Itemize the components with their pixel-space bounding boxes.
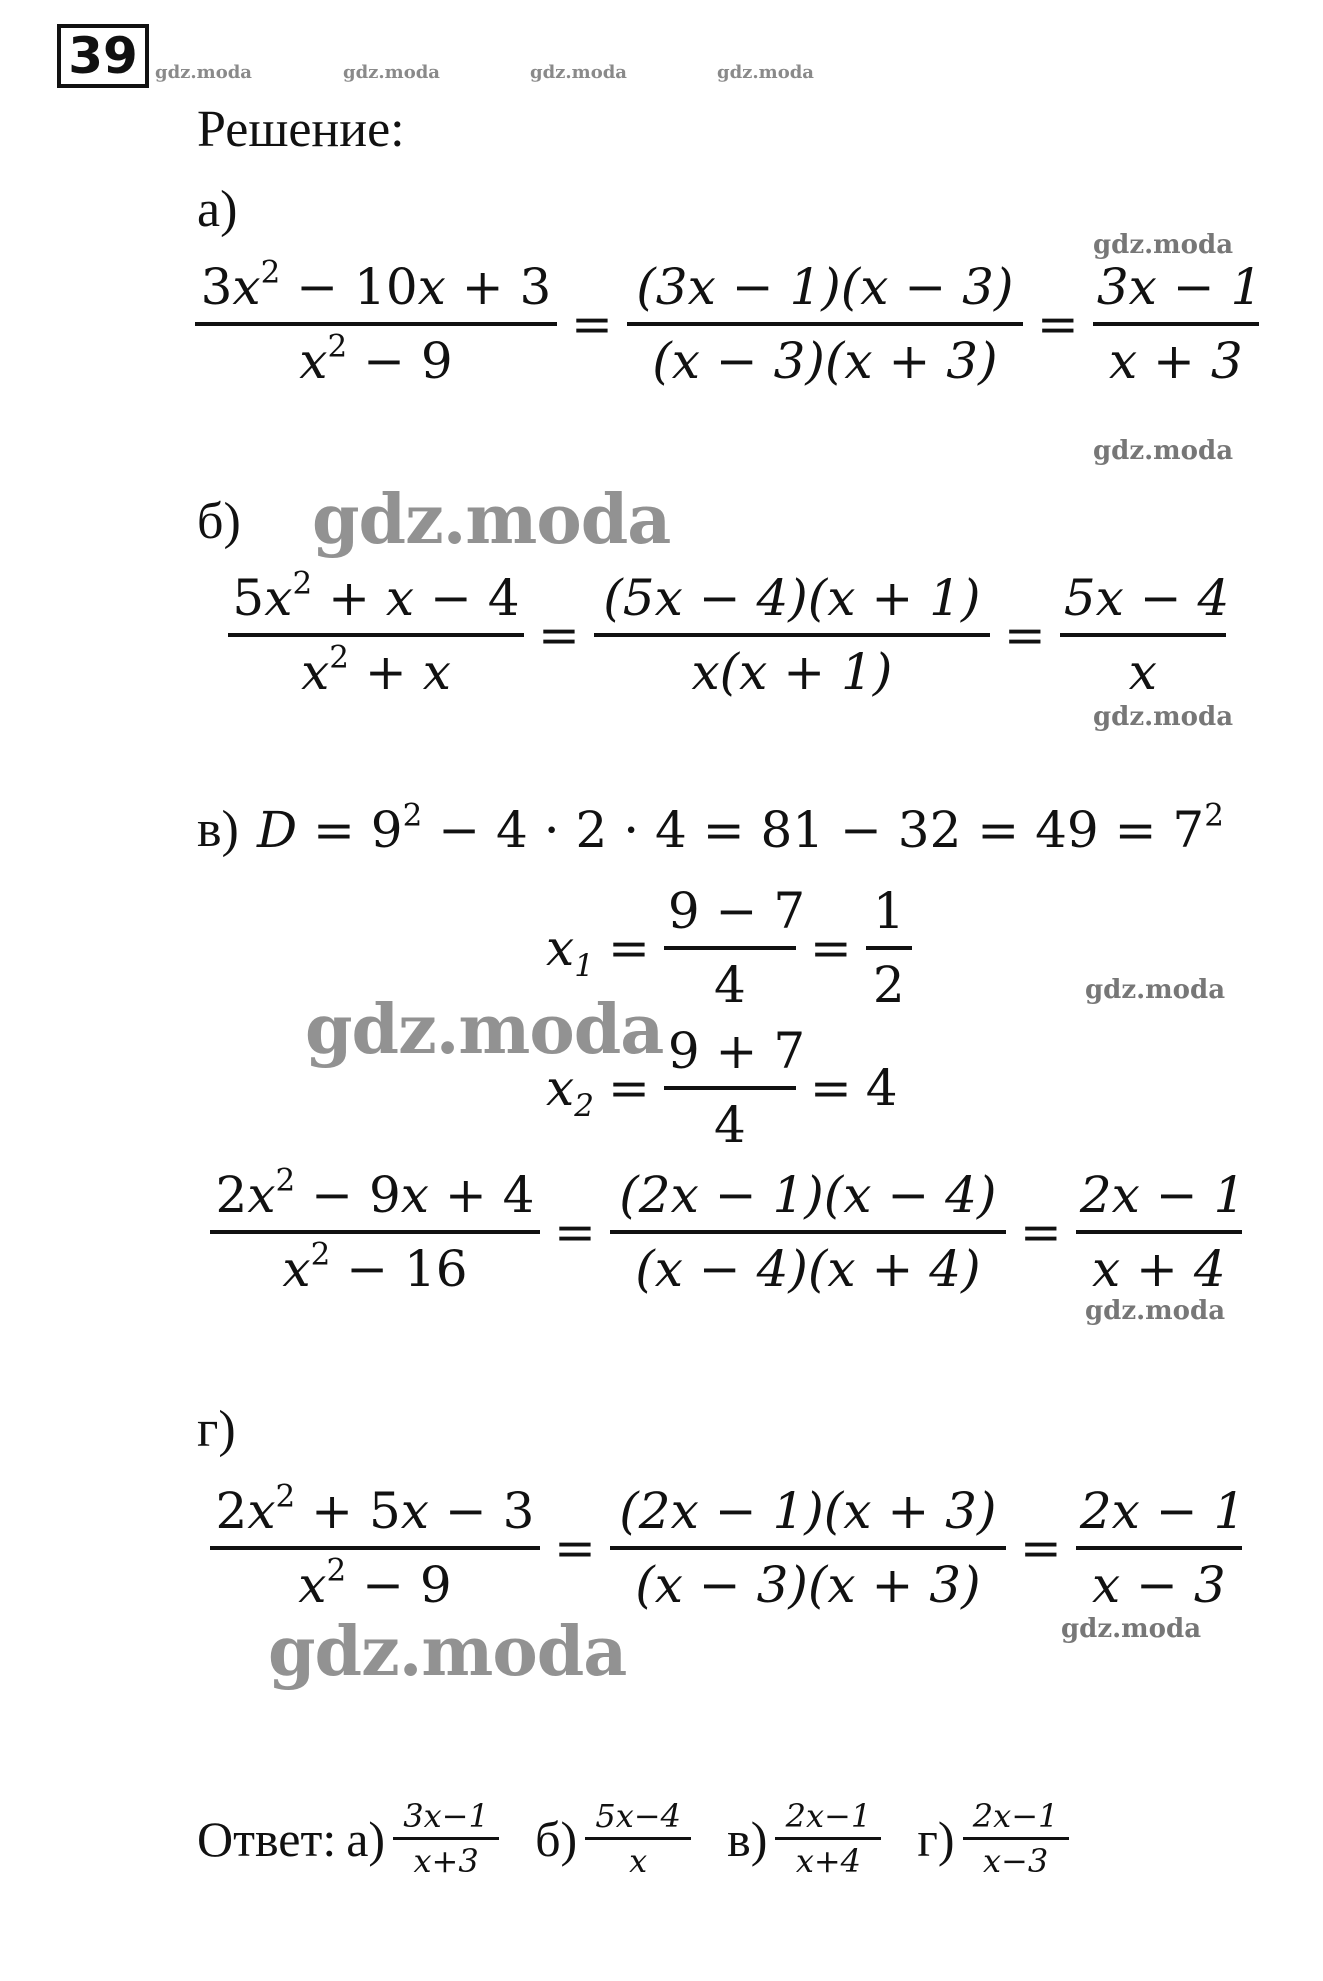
answer-tag-b: б) (535, 1810, 578, 1867)
answer-fraction-a: $\frac{3x-1}{x+3}$ (393, 1795, 499, 1882)
answer-fraction-b: $\frac{5x-4}{x}$ (585, 1795, 691, 1882)
watermark: gdz.moda (1061, 1614, 1202, 1644)
part-b-equation: $\frac{5x^2 + x - 4}{x^2 + x}$ = $\frac{(5x - 4)(x + 1)}{x(x + 1)}$ = $\frac{5x - 4}{x}$ (228, 563, 1226, 707)
watermark: gdz.moda (312, 480, 671, 560)
problem-number: 39 (57, 24, 149, 88)
part-b-fraction-2: $\frac{(5x - 4)(x + 1)}{x(x + 1)}$ (594, 563, 990, 707)
watermark: gdz.moda (530, 62, 627, 83)
watermark: gdz.moda (305, 990, 664, 1070)
root-x1: $x_1$ = $\frac{9 - 7}{4}$ = $\frac{1}{2}$ (546, 876, 912, 1020)
root-x1-result: $\frac{1}{2}$ (866, 876, 912, 1020)
answer-line (197, 1795, 1069, 1882)
root-x2: $x_2$ = $\frac{9 + 7}{4}$ = 4 (546, 1016, 898, 1160)
part-g-fraction-1: $\frac{2x^2 + 5x - 3}{x^2 - 9}$ (210, 1476, 540, 1620)
answer-tag-a: а) (346, 1810, 386, 1867)
part-a-fraction-3: $\frac{3x - 1}{x + 3}$ (1093, 252, 1259, 396)
part-v-fraction-1: $\frac{2x^2 - 9x + 4}{x^2 - 16}$ (210, 1160, 540, 1304)
discriminant: $D = 9^2 - 4 \cdot 2 \cdot 4 = 81 - 32 = 49 = 7^2$ (257, 797, 1224, 859)
watermark: gdz.moda (1085, 975, 1226, 1005)
part-b-label: б) (197, 493, 241, 550)
part-g-equation: $\frac{2x^2 + 5x - 3}{x^2 - 9}$ = $\frac{(2x - 1)(x + 3)}{(x - 3)(x + 3)}$ = $\frac{2x - 1}{x - 3}$ (210, 1476, 1242, 1620)
part-v-fraction-3: $\frac{2x - 1}{x + 4}$ (1076, 1160, 1242, 1304)
part-v-label: в) (197, 801, 239, 858)
answer-tag-g: г) (917, 1810, 955, 1867)
part-g-label: г) (197, 1401, 236, 1458)
watermark: gdz.moda (343, 62, 440, 83)
watermark: gdz.moda (1093, 436, 1234, 466)
watermark: gdz.moda (1093, 230, 1234, 260)
part-b-fraction-1: $\frac{5x^2 + x - 4}{x^2 + x}$ (228, 563, 524, 707)
part-a-equation: $\frac{3x^2 - 10x + 3}{x^2 - 9}$ = $\frac{(3x - 1)(x - 3)}{(x - 3)(x + 3)}$ = $\frac{3x - 1}{x + 3}$ (195, 252, 1259, 396)
answer-fraction-g: $\frac{2x-1}{x-3}$ (963, 1795, 1069, 1882)
part-v-equation: $\frac{2x^2 - 9x + 4}{x^2 - 16}$ = $\frac{(2x - 1)(x - 4)}{(x - 4)(x + 4)}$ = $\frac{2x - 1}{x + 4}$ (210, 1160, 1242, 1304)
watermark: gdz.moda (1085, 1296, 1226, 1326)
part-b-fraction-3: $\frac{5x - 4}{x}$ (1060, 563, 1226, 707)
part-g-fraction-3: $\frac{2x - 1}{x - 3}$ (1076, 1476, 1242, 1620)
part-a-fraction-1: $\frac{3x^2 - 10x + 3}{x^2 - 9}$ (195, 252, 557, 396)
root-x1-fraction: $\frac{9 - 7}{4}$ (664, 876, 796, 1020)
root-x2-fraction: $\frac{9 + 7}{4}$ (664, 1016, 796, 1160)
answer-fraction-v: $\frac{2x-1}{x+4}$ (775, 1795, 881, 1882)
solution-heading: Решение: (197, 101, 405, 158)
watermark: gdz.moda (1093, 702, 1234, 732)
watermark: gdz.moda (155, 62, 252, 83)
answer-tag-v: в) (727, 1810, 768, 1867)
part-v-fraction-2: $\frac{(2x - 1)(x - 4)}{(x - 4)(x + 4)}$ (610, 1160, 1006, 1304)
answer-label: Ответ: (197, 1810, 337, 1867)
watermark: gdz.moda (717, 62, 814, 83)
part-g-fraction-2: $\frac{(2x - 1)(x + 3)}{(x - 3)(x + 3)}$ (610, 1476, 1006, 1620)
part-a-fraction-2: $\frac{(3x - 1)(x - 3)}{(x - 3)(x + 3)}$ (627, 252, 1023, 396)
part-a-label: а) (197, 181, 238, 238)
watermark: gdz.moda (268, 1612, 627, 1692)
